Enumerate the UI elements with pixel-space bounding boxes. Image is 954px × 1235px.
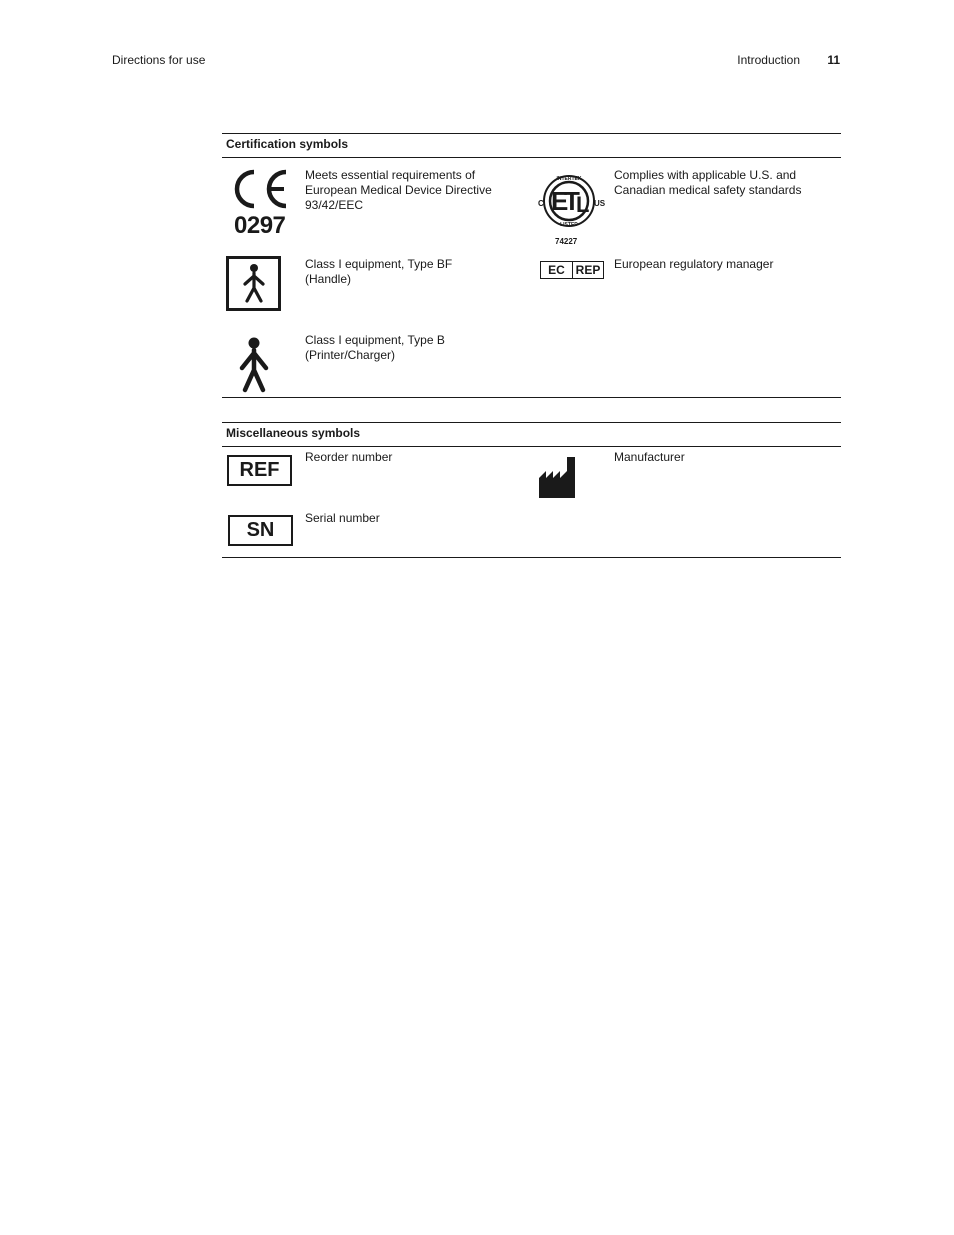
- svg-text:C: C: [538, 199, 544, 208]
- ce-notified-body-number: 0297: [234, 212, 286, 239]
- type-b-description-line2: (Printer/Charger): [305, 348, 396, 362]
- etl-listing-number: 74227: [555, 237, 578, 246]
- type-b-figure-icon: [234, 335, 274, 395]
- certification-symbols-table: [222, 133, 841, 398]
- type-bf-description-line2: (Handle): [305, 272, 352, 286]
- ec-rep-description: European regulatory manager: [614, 257, 774, 271]
- type-bf-applied-part-icon: [226, 256, 282, 312]
- running-head: [112, 53, 840, 69]
- ec-rep-box: [540, 261, 604, 279]
- type-bf-description-line1: Class I equipment, Type BF: [305, 257, 453, 271]
- svg-text:E: E: [551, 186, 569, 216]
- svg-text:US: US: [594, 199, 606, 208]
- svg-text:T: T: [564, 186, 580, 216]
- factory-icon: [538, 457, 578, 499]
- miscellaneous-symbols-heading: Miscellaneous symbols: [222, 422, 841, 447]
- section-title: Introduction: [737, 53, 800, 67]
- type-bf-description: [305, 257, 530, 287]
- etl-listed-description: Complies with applicable U.S. and Canadian medical safety standards: [614, 168, 802, 197]
- ce-mark-description: Meets essential requirements of European Medical Device Directive 93/42/EEC: [305, 168, 492, 212]
- certification-symbols-heading: Certification symbols: [222, 133, 841, 158]
- svg-text:L: L: [576, 192, 590, 217]
- ref-symbol: [227, 455, 293, 487]
- page-number: 11: [827, 53, 840, 67]
- type-b-applied-part-icon: [234, 335, 274, 395]
- ref-box: REF: [227, 455, 292, 486]
- ce-letters-icon: [226, 166, 288, 212]
- miscellaneous-symbols-table: [222, 422, 841, 558]
- sn-box: SN: [228, 515, 293, 546]
- ce-mark-icon: [226, 166, 296, 246]
- svg-text:LISTED: LISTED: [560, 222, 578, 228]
- type-bf-figure-icon: [226, 256, 282, 312]
- manufacturer-icon: [538, 457, 578, 499]
- svg-text:INTERTEK: INTERTEK: [556, 176, 582, 182]
- etl-circle-icon: [536, 168, 610, 234]
- sn-description: Serial number: [305, 511, 380, 525]
- ec-rep-ec-label: EC: [541, 262, 573, 278]
- ref-description: Reorder number: [305, 450, 393, 464]
- sn-symbol: [228, 515, 294, 547]
- type-b-description: [305, 333, 530, 363]
- ec-rep-rep-label: REP: [575, 263, 601, 277]
- certification-symbols-body: [222, 158, 841, 398]
- manufacturer-description: Manufacturer: [614, 450, 685, 464]
- etl-listed-mark-icon: [536, 168, 610, 250]
- document-title: Directions for use: [112, 53, 206, 67]
- miscellaneous-symbols-body: [222, 447, 841, 558]
- type-b-description-line1: Class I equipment, Type B: [305, 333, 445, 347]
- ec-rep-symbol: [540, 261, 606, 281]
